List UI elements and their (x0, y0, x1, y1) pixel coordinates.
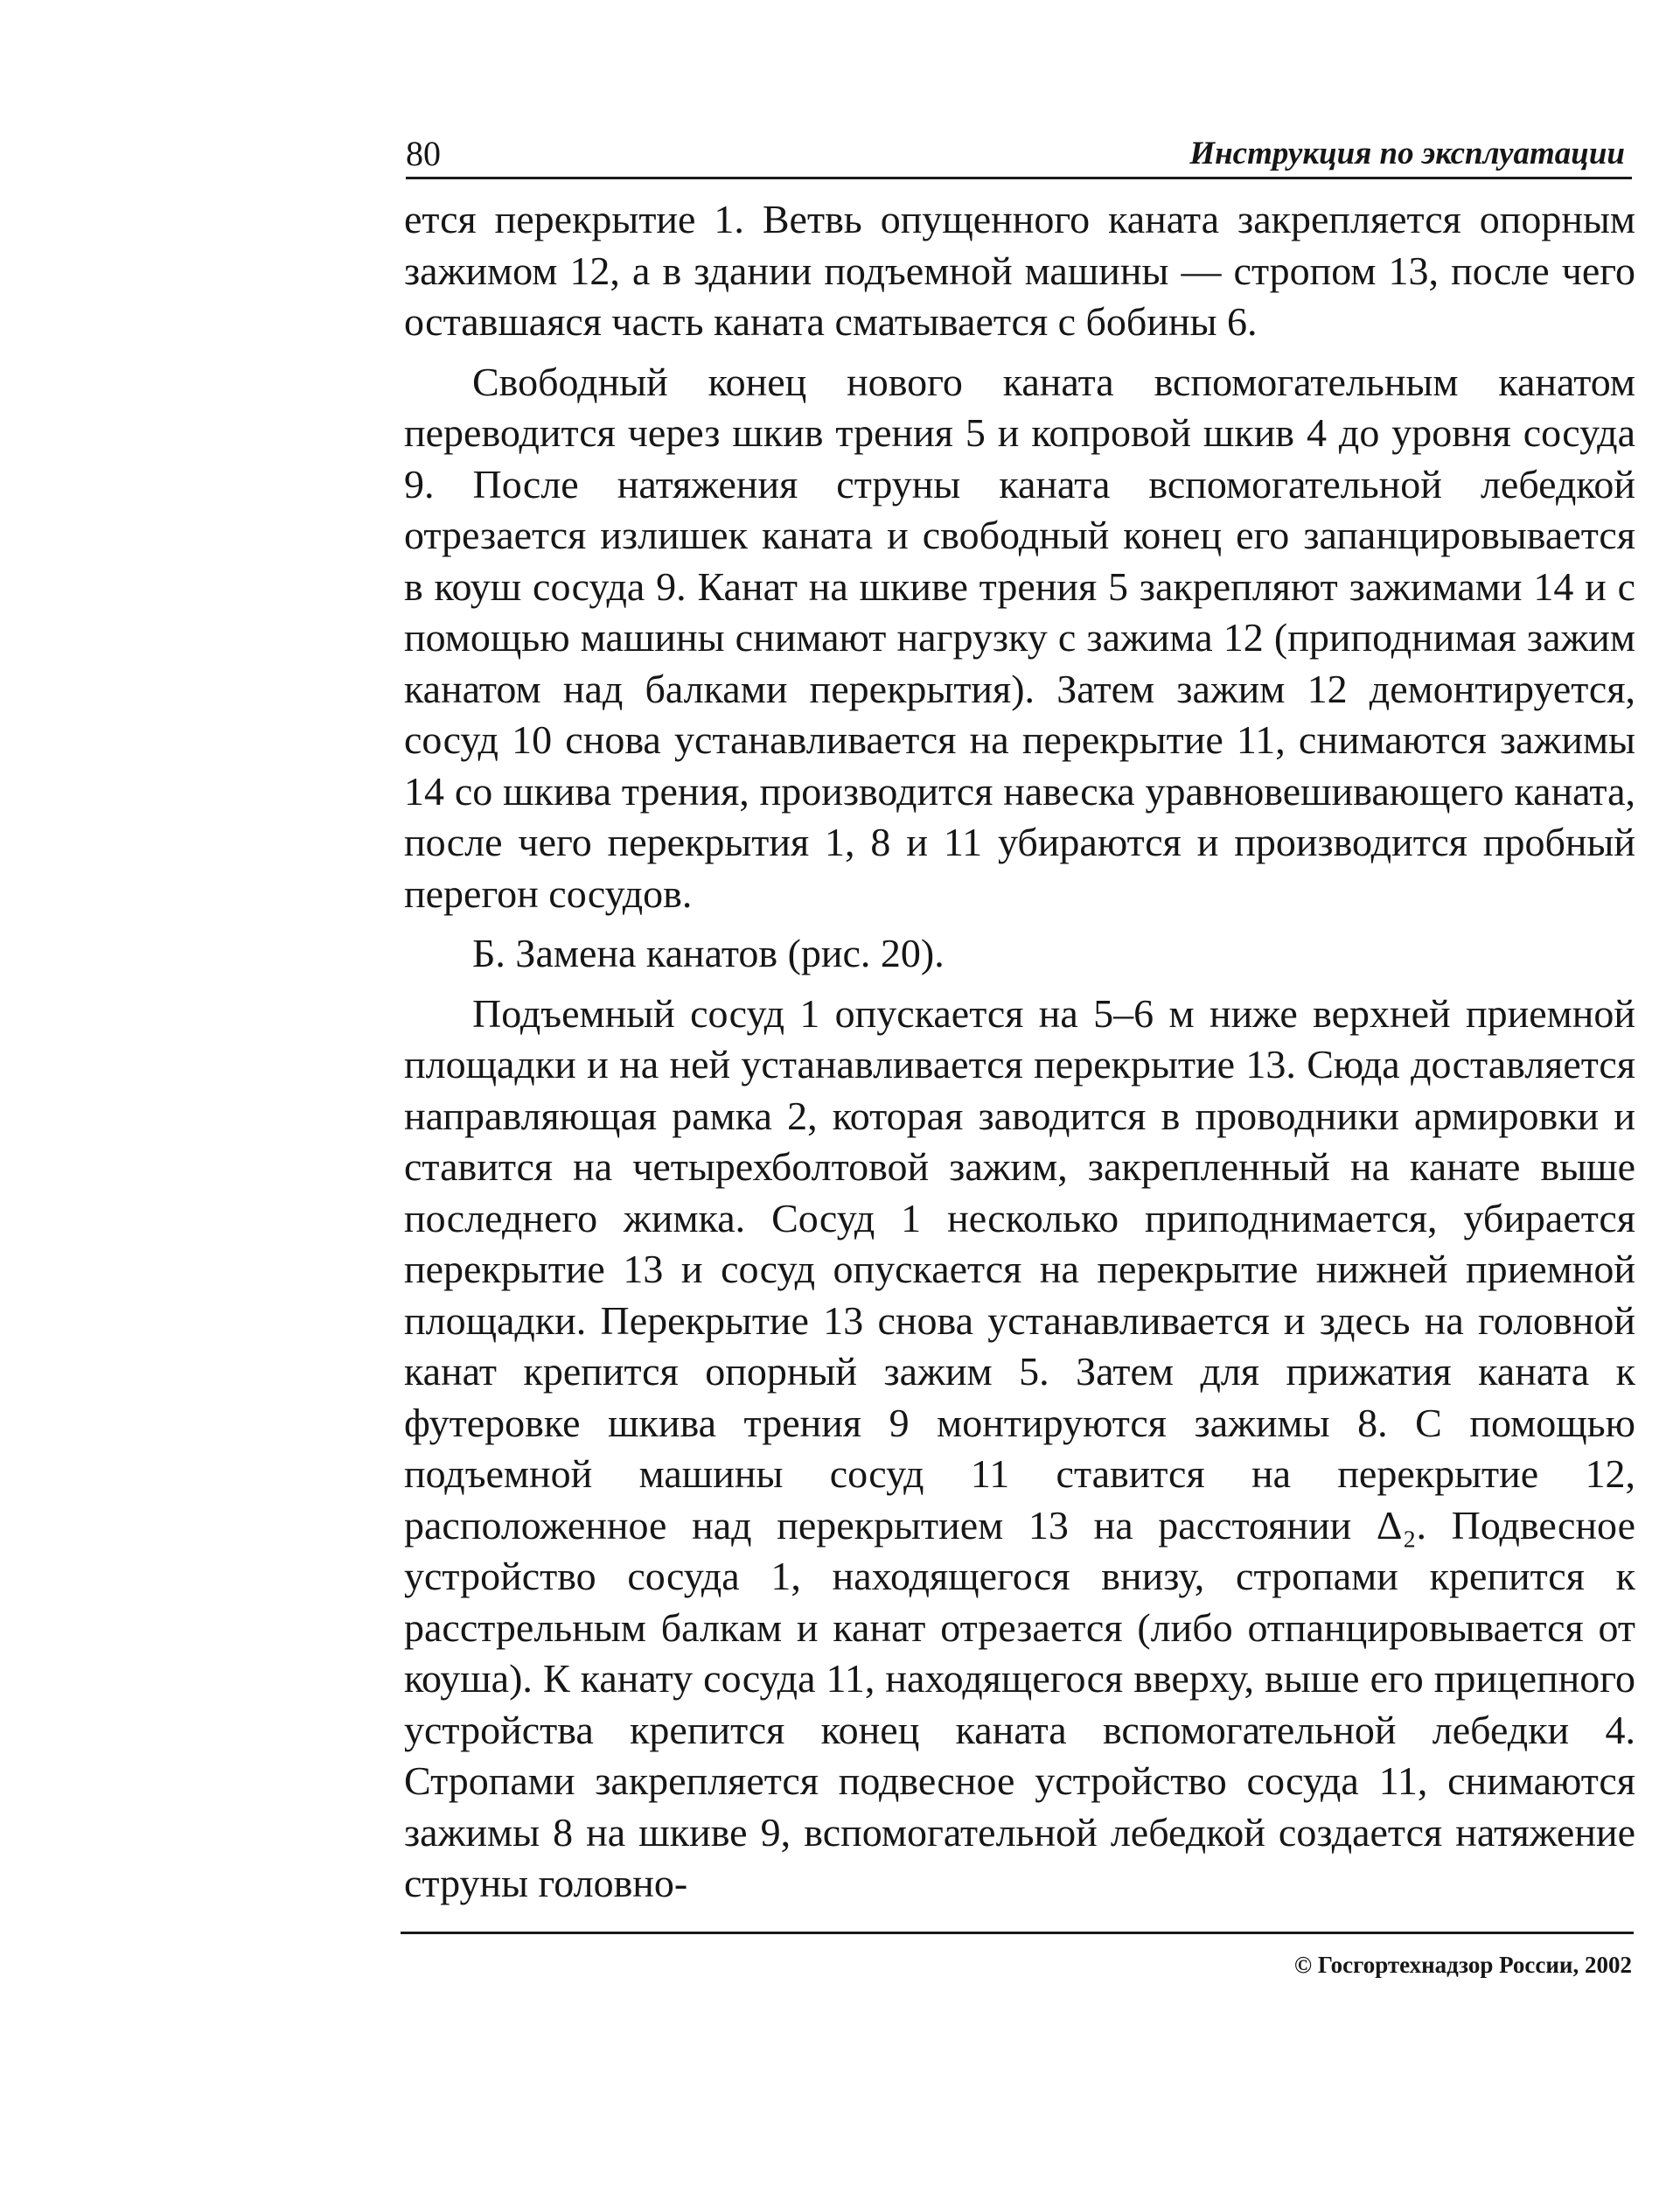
header-rule (406, 177, 1632, 179)
paragraph-new-rope: Свободный конец нового каната вспомогательным канатом переводится через шкив трения 5 и копровой шкив 4 до уровня сосуда 9. После натяжения струны каната вспомогательной лебедкой отрезается излишек каната и свободный конец его запанцировывается в коуш сосуда 9. Канат на шкиве трения 5 закрепляют зажимами 14 и с помощью машины снимают нагрузку с зажима 12 (приподнимая зажим канатом над балками перекрытия). Затем зажим 12 демонтируется, сосуд 10 снова устанавливается на перекрытие 11, снимаются зажимы 14 со шкива трения, производится навеска уравновешивающего каната, после чего перекрытия 1, 8 и 11 убираются и производится пробный перегон сосудов. (404, 359, 1635, 916)
page-number: 80 (406, 134, 441, 173)
footer-rule (401, 1932, 1634, 1934)
copyright-notice: © Госгортехнадзор России, 2002 (1293, 1952, 1632, 1978)
paragraph-continuation: ется перекрытие 1. Ветвь опущенного каната закрепляется опорным зажимом 12, а в здании подъемной машины — стропом 13, после чего оставшаяся часть каната сматывается с бобины 6. (404, 197, 1635, 344)
paragraph-rope-replacement: Подъемный сосуд 1 опускается на 5–6 м ниже верхней приемной площадки и на ней устанавливается перекрытие 13. Сюда доставляется направляющая рамка 2, которая заводится в проводники армировки и ставится на четырехболтовой зажим, закрепленный на канате выше последнего жимка. Сосуд 1 несколько приподнимается, убирается перекрытие 13 и сосуд опускается на перекрытие нижней приемной площадки. Перекрытие 13 снова устанавливается и здесь на головной канат крепится опорный зажим 5. Затем для прижатия каната к футеровке шкива трения 9 монтируются зажимы 8. С помощью подъемной машины сосуд 11 ставится на перекрытие 12, расположенное над перекрытием 13 на расстоянии Δ₂. Подвесное устройство сосуда 1, находящегося внизу, стропами крепится к расстрельным балкам и канат отрезается (либо отпанцировывается от коуша). К канату сосуда 11, находящегося вверху, выше его прицепного устройства крепится конец каната вспомогательной лебедки 4. Стропами закрепляется подвесное устройство сосуда 11, снимаются зажимы 8 на шкиве 9, вспомогательной лебедкой создается натяжение струны головно- (404, 990, 1635, 1905)
page-header (406, 131, 1632, 177)
section-heading-rope-replacement: Б. Замена канатов (рис. 20). (472, 931, 945, 975)
body-text (404, 194, 1635, 1910)
running-title: Инструкция по эксплуатации (1189, 136, 1625, 171)
